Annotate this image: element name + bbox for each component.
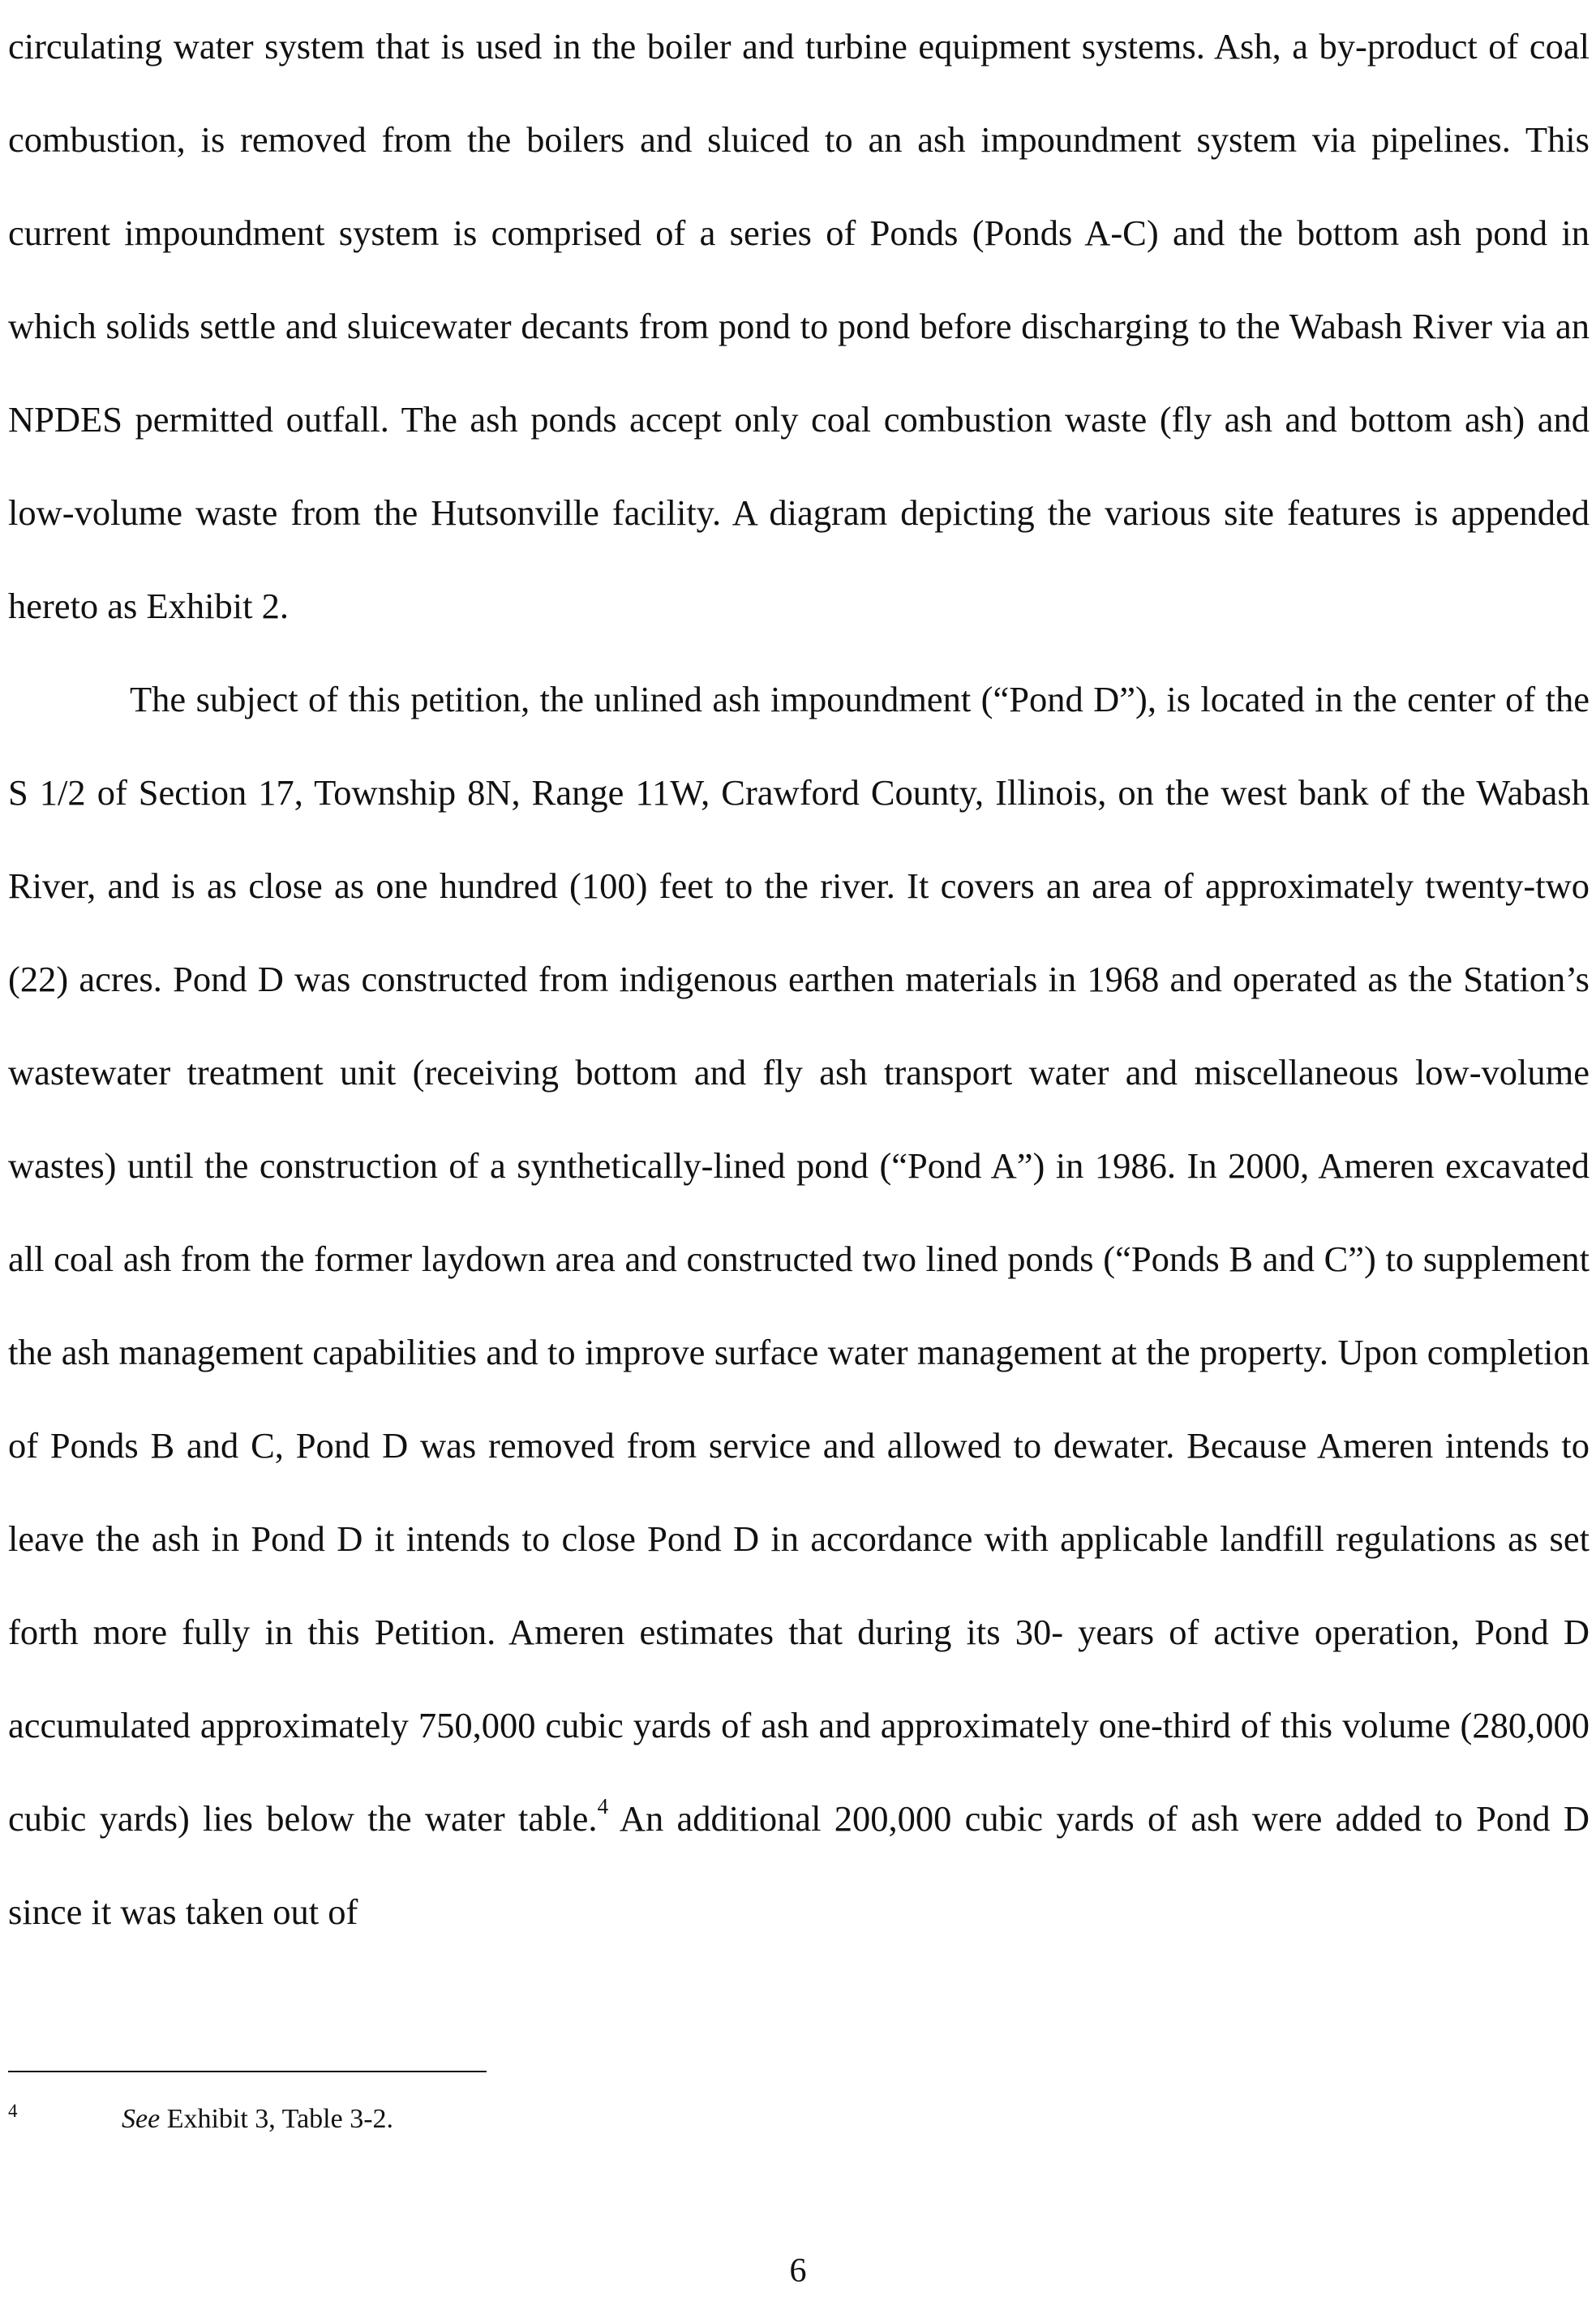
page-number: 6 [789, 2252, 807, 2290]
footnote-text [122, 2101, 393, 2138]
paragraph-1-text: circulating water system that is used in the boiler and turbine equipment systems. Ash, a by-product of coal combustion, is removed from the boilers and sluiced to an ash impoundment system via pipelines. This current impoundment system is comprised of a series of Ponds (Ponds A-C) and the bottom ash pond in which solids settle and sluicewater decants from pond to pond before discharging to the Wabash River via an NPDES permitted outfall. The ash ponds accept only coal combustion waste (fly ash and bottom ash) and low-volume waste from the Hutsonville facility. A diagram depicting the various site features is appended hereto as Exhibit 2. [8, 26, 1590, 626]
footnote-number: 4 [8, 2101, 18, 2121]
footnote-citation: Exhibit 3, Table 3-2. [160, 2104, 394, 2134]
body-text [8, 0, 1590, 1959]
footnote-separator [8, 2071, 487, 2072]
footnote-reference[interactable]: 4 [597, 1794, 609, 1818]
paragraph-pond-d [8, 653, 1590, 1959]
paragraph-2-tail: An additional 200,000 cubic yards of ash were added to Pond D since it was taken out of [8, 1798, 1590, 1932]
paragraph-2-text: The subject of this petition, the unlined ash impoundment (“Pond D”), is located in the center of the S 1/2 of Section 17, Township 8N, Range 11W, Crawford County, Illinois, on the west bank of the Wabash River, and is as close as one hundred (100) feet to the river. It covers an area of approximately twenty-two (22) acres. Pond D was constructed from indigenous earthen materials in 1968 and operated as the Station’s wastewater treatment unit (receiving bottom and fly ash transport water and miscellaneous low-volume wastes) until the construction of a synthetically-lined pond (“Pond A”) in 1986. In 2000, Ameren excavated all coal ash from the former laydown area and constructed two lined ponds (“Ponds B and C”) to supplement the ash management capabilities and to improve surface water management at the property. Upon completion of Ponds B and C, Pond D was removed from service and allowed to dewater. Because Ameren intends to leave the ash in Pond D it intends to close Pond D in accordance with applicable landfill regulations as set forth more fully in this Petition. Ameren estimates that during its 30- years of active operation, Pond D accumulated approximately 750,000 cubic yards of ash and approximately one-third of this volume (280,000 cubic yards) lies below the water table. [8, 679, 1590, 1839]
footnote-see-label: See [122, 2104, 161, 2134]
paragraph-continuation [8, 0, 1590, 653]
